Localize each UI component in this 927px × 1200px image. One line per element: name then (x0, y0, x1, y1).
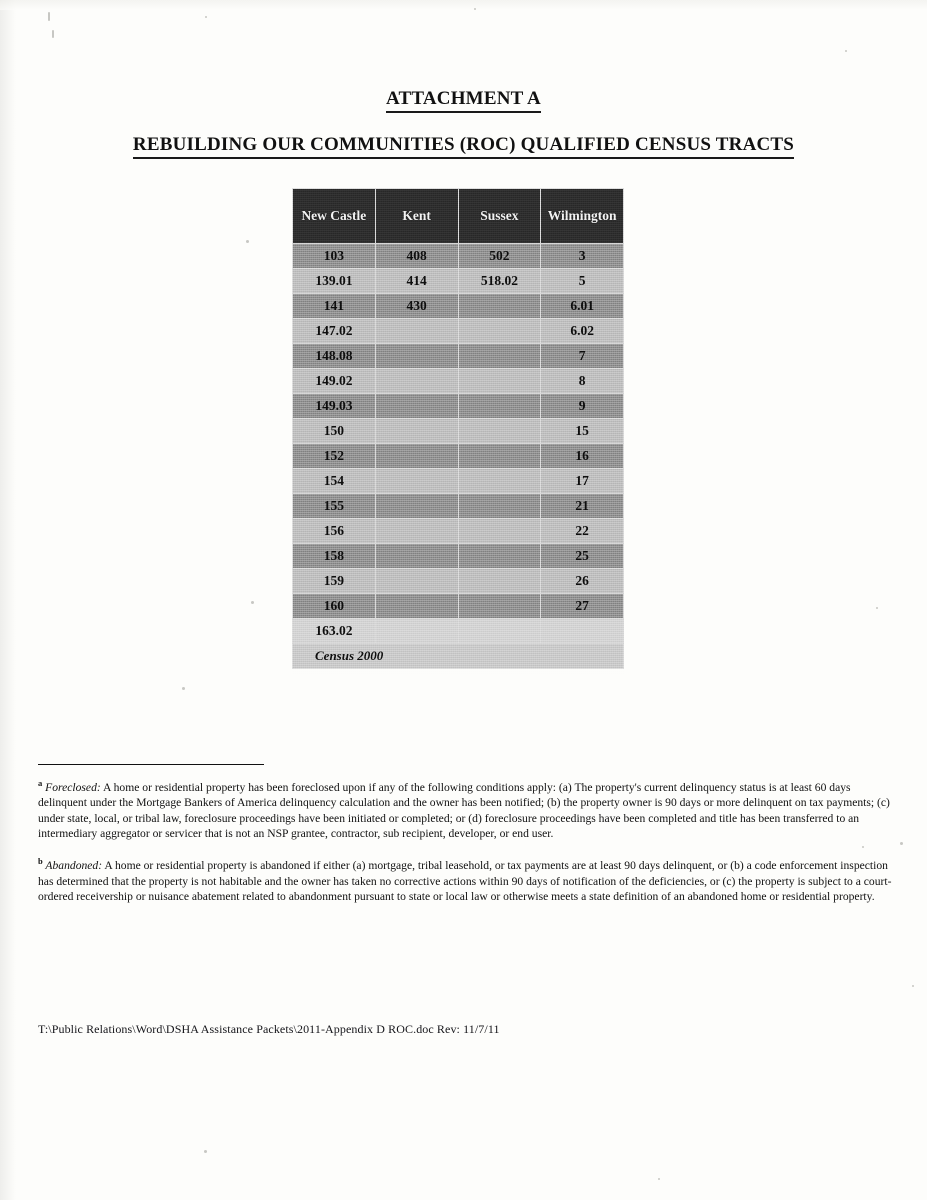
page-title: REBUILDING OUR COMMUNITIES (ROC) QUALIFIED CENSUS TRACTS (133, 134, 794, 159)
table-cell-wilmington: 6.01 (541, 294, 624, 319)
table-source-note: Census 2000 (293, 644, 624, 669)
table-cell-sussex: 518.02 (458, 269, 541, 294)
table-source-row (293, 644, 624, 669)
census-tracts-table (292, 188, 624, 669)
table-cell-wilmington (541, 619, 624, 644)
scan-speck (182, 687, 185, 690)
scan-speck (251, 601, 254, 604)
table-row (293, 369, 624, 394)
scan-speck (900, 842, 903, 845)
attachment-title: ATTACHMENT A (386, 88, 541, 113)
table-cell-sussex (458, 369, 541, 394)
attachment-title-block (0, 88, 927, 113)
table-row (293, 319, 624, 344)
table-cell-sussex (458, 419, 541, 444)
table-cell-new-castle: 148.08 (293, 344, 376, 369)
document-title-block (0, 134, 927, 159)
table-row (293, 419, 624, 444)
table-cell-sussex (458, 294, 541, 319)
table-cell-kent (375, 369, 458, 394)
column-header-kent: Kent (375, 189, 458, 244)
table-cell-kent (375, 469, 458, 494)
scan-speck (205, 16, 207, 18)
scan-speck (876, 607, 878, 609)
table-cell-sussex (458, 319, 541, 344)
table-cell-wilmington: 15 (541, 419, 624, 444)
table-cell-new-castle: 163.02 (293, 619, 376, 644)
table-cell-kent (375, 519, 458, 544)
table-cell-wilmington: 9 (541, 394, 624, 419)
table-cell-wilmington: 22 (541, 519, 624, 544)
table-cell-wilmington: 27 (541, 594, 624, 619)
table-row (293, 619, 624, 644)
table-header-row (293, 189, 624, 244)
table-cell-sussex (458, 569, 541, 594)
table-cell-kent (375, 344, 458, 369)
scan-edge-shadow-left (0, 0, 16, 1200)
table-cell-new-castle: 159 (293, 569, 376, 594)
table-row (293, 269, 624, 294)
footnote-text: A home or residential property has been foreclosed upon if any of the following conditions apply: (a) The property's current delinquency status is at least 60 days delinquent under the Mortgage Bankers of America delinquency calculation and the owner has been notified; (b) the property owner is 90 days or more delinquent on tax payments; (c) under state, local, or tribal law, foreclosure proceedings have been initiated or completed; or (d) foreclosure proceedings have been completed and title has been transferred to an intermediary aggregator or servicer that is not an NSP grantee, contractor, sub recipient, developer, or end user. (38, 780, 890, 841)
census-tracts-table-wrapper (292, 188, 624, 669)
table-cell-kent (375, 494, 458, 519)
table-cell-wilmington: 21 (541, 494, 624, 519)
table-body (293, 244, 624, 669)
table-cell-new-castle: 150 (293, 419, 376, 444)
footnote-marker: a (38, 778, 43, 788)
footnote-text: A home or residential property is abandoned if either (a) mortgage, tribal leasehold, or tax payments are at least 90 days delinquent, or (b) a code enforcement inspection has determined that the property is not habitable and the owner has taken no corrective actions within 90 days of notification of the deficiencies, or (c) the property is subject to a court-ordered receivership or nuisance abatement related to abandonment pursuant to state or local law or otherwise meets a state definition of an abandoned home or residential property. (38, 859, 892, 904)
table-cell-new-castle: 149.02 (293, 369, 376, 394)
table-cell-new-castle: 141 (293, 294, 376, 319)
table-cell-new-castle: 147.02 (293, 319, 376, 344)
table-row (293, 394, 624, 419)
table-cell-kent (375, 544, 458, 569)
table-cell-new-castle: 149.03 (293, 394, 376, 419)
table-cell-new-castle: 158 (293, 544, 376, 569)
column-header-sussex: Sussex (458, 189, 541, 244)
table-cell-new-castle: 139.01 (293, 269, 376, 294)
scan-edge-shadow-top (0, 0, 927, 10)
footnote-a (38, 776, 893, 841)
table-cell-sussex (458, 544, 541, 569)
table-cell-new-castle: 155 (293, 494, 376, 519)
footnote-b (38, 854, 893, 904)
scan-speck (246, 240, 249, 243)
table-row (293, 244, 624, 269)
table-cell-wilmington: 25 (541, 544, 624, 569)
scan-speck (52, 30, 54, 38)
table-cell-new-castle: 156 (293, 519, 376, 544)
table-cell-kent (375, 419, 458, 444)
table-cell-kent (375, 394, 458, 419)
table-cell-new-castle: 160 (293, 594, 376, 619)
column-header-new-castle: New Castle (293, 189, 376, 244)
scan-speck (912, 985, 914, 987)
footnote-term: Abandoned: (42, 859, 103, 873)
table-cell-sussex: 502 (458, 244, 541, 269)
table-cell-sussex (458, 619, 541, 644)
document-file-path: T:\Public Relations\Word\DSHA Assistance Packets\2011-Appendix D ROC.doc Rev: 11/7/11 (38, 1022, 500, 1036)
table-cell-sussex (458, 344, 541, 369)
table-cell-kent (375, 319, 458, 344)
table-header (293, 189, 624, 244)
table-cell-wilmington: 16 (541, 444, 624, 469)
table-cell-new-castle: 152 (293, 444, 376, 469)
scan-speck (474, 8, 476, 10)
table-row (293, 494, 624, 519)
table-cell-kent: 414 (375, 269, 458, 294)
table-cell-wilmington: 17 (541, 469, 624, 494)
table-cell-wilmington: 6.02 (541, 319, 624, 344)
table-row (293, 569, 624, 594)
table-cell-sussex (458, 519, 541, 544)
table-row (293, 344, 624, 369)
table-cell-sussex (458, 494, 541, 519)
table-cell-sussex (458, 444, 541, 469)
footnote-marker: b (38, 856, 43, 867)
table-cell-kent: 408 (375, 244, 458, 269)
table-row (293, 519, 624, 544)
scan-speck (204, 1150, 207, 1153)
footnote-separator-rule (38, 764, 264, 765)
table-cell-sussex (458, 394, 541, 419)
table-cell-wilmington: 7 (541, 344, 624, 369)
table-cell-sussex (458, 594, 541, 619)
table-cell-sussex (458, 469, 541, 494)
table-cell-wilmington: 3 (541, 244, 624, 269)
table-cell-new-castle: 103 (293, 244, 376, 269)
footnotes-section (38, 776, 893, 918)
scan-speck (48, 12, 50, 21)
table-row (293, 469, 624, 494)
table-row (293, 594, 624, 619)
table-row (293, 444, 624, 469)
table-cell-kent (375, 594, 458, 619)
scan-speck (658, 1178, 660, 1180)
table-cell-kent: 430 (375, 294, 458, 319)
scan-speck (845, 50, 847, 52)
table-cell-wilmington: 5 (541, 269, 624, 294)
table-cell-kent (375, 444, 458, 469)
table-cell-kent (375, 619, 458, 644)
table-row (293, 294, 624, 319)
column-header-wilmington: Wilmington (541, 189, 624, 244)
table-cell-wilmington: 8 (541, 369, 624, 394)
table-cell-wilmington: 26 (541, 569, 624, 594)
table-cell-new-castle: 154 (293, 469, 376, 494)
table-cell-kent (375, 569, 458, 594)
table-row (293, 544, 624, 569)
footnote-term: Foreclosed: (42, 780, 101, 794)
